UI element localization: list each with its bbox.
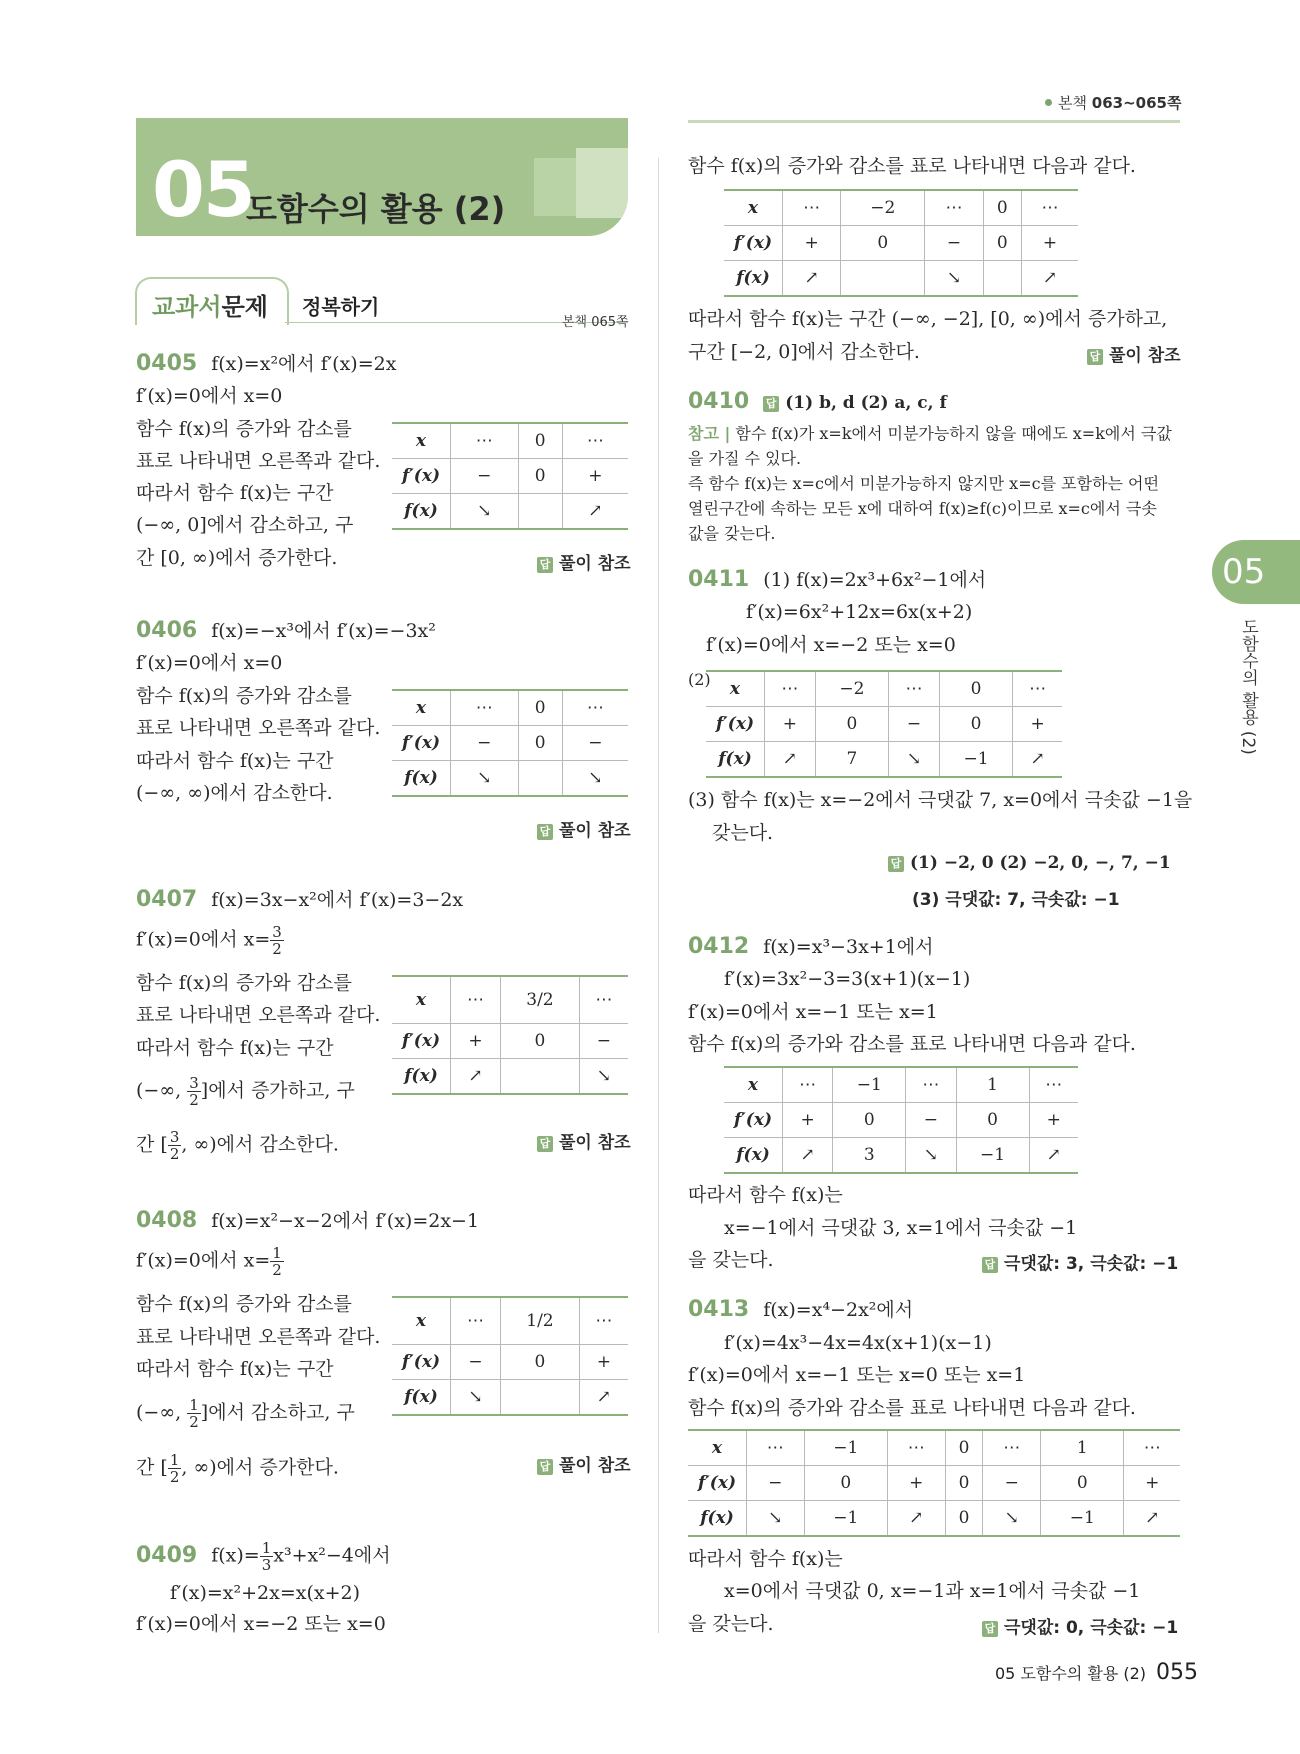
table-cell: f(x): [688, 1501, 747, 1537]
chapter-title: 도함수의 활용 (2): [246, 190, 506, 228]
table-cell: +: [783, 1103, 833, 1138]
note-0410-line3: 즉 함수 f(x)는 x=c에서 미분가능하지 않지만 x=c를 포함하는 어떤: [688, 474, 1159, 493]
table-cell: 0: [1041, 1466, 1124, 1501]
table-cell: x: [724, 190, 783, 226]
table-row: [688, 1466, 1180, 1501]
table-row: [392, 1345, 628, 1380]
table-cell: −: [747, 1466, 805, 1501]
table-cell: ⋯: [1124, 1430, 1180, 1466]
table-cell: 0: [501, 1345, 580, 1380]
table-cell: ↘: [925, 261, 983, 297]
table-cell: ↗: [1013, 742, 1062, 778]
table-cell: x: [392, 1297, 451, 1345]
table-cell: ⋯: [889, 671, 940, 707]
chapter-number: 05: [152, 145, 254, 234]
table-cell: −: [889, 707, 940, 742]
table-cell: 0: [804, 1466, 887, 1501]
table-cell: f(x): [392, 494, 451, 530]
table-cell: ⋯: [562, 690, 628, 726]
side-tab-number: 05: [1222, 552, 1266, 592]
problem-0413-line3: f′(x)=0에서 x=−1 또는 x=0 또는 x=1: [688, 1364, 1026, 1386]
table-cell: f′(x): [688, 1466, 747, 1501]
problem-0409-line1: 0409 f(x)= $\frac{1}{3}$ x³+x²−4에서: [136, 1539, 391, 1574]
answer-0411-line1: 답 (1) −2, 0 (2) −2, 0, −, 7, −1: [888, 853, 1171, 873]
table-cell: ↘: [983, 1501, 1041, 1537]
table-cell: +: [451, 1024, 501, 1059]
table-cell: ↗: [1021, 261, 1078, 297]
table-cell: [983, 261, 1021, 297]
table-cell: f′(x): [724, 1103, 783, 1138]
table-row: [724, 190, 1078, 226]
problem-0412-line2: f′(x)=3x²−3=3(x+1)(x−1): [724, 968, 971, 990]
table-cell: ⋯: [783, 1067, 833, 1103]
problem-0411-line3: f′(x)=0에서 x=−2 또는 x=0: [706, 634, 956, 656]
table-cell: −: [451, 459, 519, 494]
answer-tag-icon: 답: [1087, 349, 1103, 365]
note-0410-line4: 열린구간에 속하는 모든 x에 대하여 f(x)≥f(c)이므로 x=c에서 극솟: [688, 499, 1157, 518]
table-cell: ↗: [562, 494, 628, 530]
problem-0405-line2: f′(x)=0에서 x=0: [136, 385, 283, 407]
answer-tag-icon: 답: [537, 557, 553, 573]
problem-0407-line3: 함수 f(x)의 증가와 감소를: [136, 972, 352, 994]
problem-0412-line6: x=−1에서 극댓값 3, x=1에서 극솟값 −1: [724, 1217, 1078, 1239]
table-cell: ↘: [747, 1501, 805, 1537]
problem-0412-line1: 0412 f(x)=x³−3x+1에서: [688, 934, 934, 959]
table-cell: −: [451, 1345, 501, 1380]
table-cell: 1/2: [501, 1297, 580, 1345]
table-row: [706, 707, 1062, 742]
fraction: $\frac{3}{2}$: [272, 923, 282, 958]
problem-0405-line1: 0405 f(x)=x²에서 f′(x)=2x: [136, 351, 397, 376]
problem-0408-line3: 함수 f(x)의 증가와 감소를: [136, 1293, 352, 1315]
table-cell: 0: [501, 1024, 580, 1059]
problem-0409-line5: 따라서 함수 f(x)는 구간 (−∞, −2], [0, ∞)에서 증가하고,: [688, 308, 1168, 330]
table-cell: f(x): [724, 1138, 783, 1174]
answer-0411-line2: (3) 극댓값: 7, 극솟값: −1: [912, 890, 1120, 910]
table-row: [392, 726, 628, 761]
variation-table-0405: [392, 422, 628, 530]
table-cell: +: [579, 1345, 628, 1380]
answer-0408: 답 풀이 참조: [537, 1451, 631, 1476]
note-0410-line1: 참고 | 함수 f(x)가 x=k에서 미분가능하지 않을 때에도 x=k에서 극값: [688, 424, 1172, 443]
table-cell: f′(x): [392, 726, 451, 761]
problem-0413-line1: 0413 f(x)=x⁴−2x²에서: [688, 1297, 914, 1322]
answer-0407: 답 풀이 참조: [537, 1128, 631, 1153]
note-0410-line5: 값을 갖는다.: [688, 524, 776, 543]
table-cell: +: [1029, 1103, 1078, 1138]
book-page-reference: 본책 063~065쪽: [1045, 92, 1181, 113]
table-cell: ⋯: [451, 690, 519, 726]
table-cell: f(x): [392, 761, 451, 797]
answer-tag-icon: 답: [537, 824, 553, 840]
variation-table-0413: [688, 1429, 1180, 1537]
table-cell: ⋯: [451, 1297, 501, 1345]
table-cell: x: [724, 1067, 783, 1103]
table-cell: ⋯: [451, 423, 519, 459]
table-cell: ⋯: [579, 1297, 628, 1345]
problem-0409-line4: 함수 f(x)의 증가와 감소를 표로 나타내면 다음과 같다.: [688, 155, 1136, 177]
table-cell: 0: [983, 226, 1021, 261]
table-cell: −1: [833, 1067, 906, 1103]
note-0410-line2: 을 가질 수 있다.: [688, 449, 802, 468]
table-cell: ⋯: [888, 1430, 946, 1466]
problem-0408-line2: f′(x)=0에서 x= $\frac{1}{2}$: [136, 1244, 282, 1279]
variation-table-0411: [706, 670, 1062, 778]
problem-0412-line5: 따라서 함수 f(x)는: [688, 1184, 843, 1206]
problem-0405-line6: (−∞, 0]에서 감소하고, 구: [136, 514, 354, 536]
table-cell: f′(x): [706, 707, 765, 742]
table-cell: x: [706, 671, 765, 707]
table-cell: −: [906, 1103, 956, 1138]
table-cell: f′(x): [724, 226, 783, 261]
answer-0413: 답 극댓값: 0, 극솟값: −1: [982, 1613, 1178, 1638]
table-cell: 0: [841, 226, 925, 261]
table-cell: f′(x): [392, 459, 451, 494]
problem-0411-label2: (2): [688, 670, 711, 689]
table-cell: 1: [956, 1067, 1029, 1103]
table-cell: +: [1124, 1466, 1180, 1501]
problem-0408-line5: 따라서 함수 f(x)는 구간: [136, 1358, 334, 1380]
table-row: [724, 1067, 1078, 1103]
table-cell: ↘: [579, 1059, 628, 1095]
problem-0406-line5: 따라서 함수 f(x)는 구간: [136, 750, 334, 772]
problem-number: 0412: [688, 934, 750, 959]
table-cell: 0: [945, 1466, 983, 1501]
table-row: [724, 1138, 1078, 1174]
problem-0408-line6: (−∞, $\frac{1}{2}$ ]에서 감소하고, 구: [136, 1396, 355, 1431]
table-cell: x: [392, 976, 451, 1024]
table-cell: +: [783, 226, 841, 261]
problem-0411-line4: (3) 함수 f(x)는 x=−2에서 극댓값 7, x=0에서 극솟값 −1을: [688, 789, 1193, 811]
table-cell: 0: [518, 726, 562, 761]
table-cell: 3/2: [501, 976, 580, 1024]
table-cell: −1: [939, 742, 1012, 778]
problem-0407-line6: (−∞, $\frac{3}{2}$ ]에서 증가하고, 구: [136, 1074, 355, 1109]
table-cell: 1: [1041, 1430, 1124, 1466]
table-cell: ↘: [889, 742, 940, 778]
table-cell: [501, 1059, 580, 1095]
table-cell: −: [562, 726, 628, 761]
table-cell: ↘: [451, 1380, 501, 1416]
fraction: $\frac{3}{2}$: [189, 1074, 199, 1109]
table-cell: +: [888, 1466, 946, 1501]
table-cell: ⋯: [783, 190, 841, 226]
problem-0407-line4: 표로 나타내면 오른쪽과 같다.: [136, 1004, 381, 1026]
table-cell: ↗: [783, 1138, 833, 1174]
answer-tag-icon: 답: [537, 1136, 553, 1152]
answer-0405: 답 풀이 참조: [537, 549, 631, 574]
table-row: [724, 1103, 1078, 1138]
variation-table-0407: [392, 975, 628, 1095]
table-row: [392, 1024, 628, 1059]
table-cell: ↘: [562, 761, 628, 797]
table-cell: ⋯: [747, 1430, 805, 1466]
table-cell: ↗: [1124, 1501, 1180, 1537]
answer-0409: 답 풀이 참조: [1087, 341, 1181, 366]
top-rule: [688, 120, 1180, 123]
problem-number: 0406: [136, 618, 198, 643]
fraction: $\frac{1}{2}$: [272, 1244, 282, 1279]
fraction: $\frac{1}{2}$: [189, 1396, 199, 1431]
section-subtitle: 정복하기: [302, 295, 380, 319]
problem-number: 0411: [688, 567, 750, 592]
table-cell: ↗: [451, 1059, 501, 1095]
variation-table-0408: [392, 1296, 628, 1416]
table-cell: ⋯: [1029, 1067, 1078, 1103]
table-row: [724, 261, 1078, 297]
table-cell: f(x): [724, 261, 783, 297]
fraction: $\frac{1}{2}$: [169, 1451, 180, 1486]
answer-0406: 답 풀이 참조: [537, 816, 631, 841]
table-cell: ⋯: [579, 976, 628, 1024]
table-cell: ⋯: [765, 671, 816, 707]
table-cell: ⋯: [983, 1430, 1041, 1466]
variation-table-0406: [392, 689, 628, 797]
problem-0407-line7: 간 [ $\frac{3}{2}$ , ∞)에서 감소한다.: [136, 1128, 339, 1163]
table-cell: 0: [518, 423, 562, 459]
table-cell: 0: [833, 1103, 906, 1138]
fraction: $\frac{1}{3}$: [261, 1539, 272, 1574]
table-cell: −: [925, 226, 983, 261]
problem-0406-line6: (−∞, ∞)에서 감소한다.: [136, 782, 333, 804]
table-row: [392, 459, 628, 494]
table-cell: ↘: [906, 1138, 956, 1174]
answer-0412: 답 극댓값: 3, 극솟값: −1: [982, 1249, 1178, 1274]
table-cell: ↗: [579, 1380, 628, 1416]
table-cell: x: [688, 1430, 747, 1466]
problem-0411-line2: f′(x)=6x²+12x=6x(x+2): [746, 601, 973, 623]
table-cell: [841, 261, 925, 297]
table-cell: −1: [804, 1501, 887, 1537]
problem-0409-line6: 구간 [−2, 0]에서 감소한다.: [688, 341, 920, 363]
table-cell: ↘: [451, 494, 519, 530]
table-row: [392, 1380, 628, 1416]
table-cell: −2: [841, 190, 925, 226]
table-row: [392, 976, 628, 1024]
section-page-reference: 본책 065쪽: [562, 315, 629, 330]
table-cell: f′(x): [392, 1024, 451, 1059]
table-cell: 0: [518, 690, 562, 726]
table-cell: ⋯: [562, 423, 628, 459]
problem-number: 0409: [136, 1542, 198, 1568]
problem-0409-line3: f′(x)=0에서 x=−2 또는 x=0: [136, 1613, 386, 1635]
problem-number: 0410: [688, 389, 750, 414]
problem-0413-line7: 을 갖는다.: [688, 1613, 774, 1635]
problem-0410-line1: 0410 답 (1) b, d (2) a, c, f: [688, 389, 947, 414]
table-row: [706, 742, 1062, 778]
problem-number: 0405: [136, 351, 198, 376]
table-cell: x: [392, 690, 451, 726]
table-cell: ↘: [451, 761, 519, 797]
table-cell: x: [392, 423, 451, 459]
table-cell: f′(x): [392, 1345, 451, 1380]
table-cell: −1: [1041, 1501, 1124, 1537]
table-row: [392, 761, 628, 797]
table-cell: 0: [956, 1103, 1029, 1138]
problem-0413-line6: x=0에서 극댓값 0, x=−1과 x=1에서 극솟값 −1: [724, 1580, 1141, 1602]
problem-0412-line7: 을 갖는다.: [688, 1249, 774, 1271]
problem-0406-line1: 0406 f(x)=−x³에서 f′(x)=−3x²: [136, 618, 436, 643]
problem-0406-line2: f′(x)=0에서 x=0: [136, 652, 283, 674]
problem-0407-line5: 따라서 함수 f(x)는 구간: [136, 1037, 334, 1059]
answer-tag-icon: 답: [888, 856, 904, 872]
problem-0411-line5: 갖는다.: [712, 822, 774, 844]
table-cell: 0: [983, 190, 1021, 226]
problem-0407-line2: f′(x)=0에서 x= $\frac{3}{2}$: [136, 923, 282, 958]
problem-0413-line2: f′(x)=4x³−4x=4x(x+1)(x−1): [724, 1332, 992, 1354]
table-cell: +: [765, 707, 816, 742]
problem-0406-line4: 표로 나타내면 오른쪽과 같다.: [136, 717, 381, 739]
table-row: [392, 690, 628, 726]
banner-decoration: [576, 148, 628, 218]
table-cell: [518, 494, 562, 530]
table-row: [688, 1501, 1180, 1537]
table-cell: 0: [815, 707, 888, 742]
table-cell: 0: [939, 671, 1012, 707]
table-cell: +: [1021, 226, 1078, 261]
problem-number: 0413: [688, 1297, 750, 1322]
table-cell: ↗: [765, 742, 816, 778]
variation-table-0409: [724, 189, 1078, 297]
problem-0413-line5: 따라서 함수 f(x)는: [688, 1548, 843, 1570]
problem-0405-line3: 함수 f(x)의 증가와 감소를: [136, 418, 352, 440]
table-row: [706, 671, 1062, 707]
table-cell: 0: [939, 707, 1012, 742]
problem-0405-line4: 표로 나타내면 오른쪽과 같다.: [136, 450, 381, 472]
table-cell: ⋯: [1021, 190, 1078, 226]
problem-number: 0407: [136, 887, 198, 912]
table-cell: ⋯: [1013, 671, 1062, 707]
table-cell: ↗: [783, 261, 841, 297]
problem-0411-line1: 0411 (1) f(x)=2x³+6x²−1에서: [688, 567, 987, 592]
table-cell: 0: [945, 1430, 983, 1466]
problem-0412-line4: 함수 f(x)의 증가와 감소를 표로 나타내면 다음과 같다.: [688, 1033, 1136, 1055]
column-divider: [658, 158, 659, 1633]
table-cell: −1: [804, 1430, 887, 1466]
table-cell: −2: [815, 671, 888, 707]
problem-0408-line1: 0408 f(x)=x²−x−2에서 f′(x)=2x−1: [136, 1208, 480, 1233]
problem-0408-line4: 표로 나타내면 오른쪽과 같다.: [136, 1326, 381, 1348]
bullet-icon: [1045, 99, 1052, 106]
fraction: $\frac{3}{2}$: [169, 1128, 180, 1163]
answer-tag-icon: 답: [982, 1621, 998, 1637]
page-footer: 05 도함수의 활용 (2) 055: [995, 1660, 1199, 1685]
table-cell: ↗: [1029, 1138, 1078, 1174]
table-row: [688, 1430, 1180, 1466]
table-cell: 3: [833, 1138, 906, 1174]
table-cell: +: [1013, 707, 1062, 742]
table-cell: ↗: [888, 1501, 946, 1537]
problem-0407-line1: 0407 f(x)=3x−x²에서 f′(x)=3−2x: [136, 887, 464, 912]
table-cell: −1: [956, 1138, 1029, 1174]
answer-tag-icon: 답: [763, 396, 779, 412]
table-row: [392, 1297, 628, 1345]
page-number: 055: [1156, 1660, 1199, 1685]
table-row: [392, 494, 628, 530]
problem-0405-line7: 간 [0, ∞)에서 증가한다.: [136, 547, 338, 569]
table-cell: f(x): [392, 1059, 451, 1095]
problem-0412-line3: f′(x)=0에서 x=−1 또는 x=1: [688, 1001, 938, 1023]
table-row: [724, 226, 1078, 261]
table-cell: 7: [815, 742, 888, 778]
section-title: 교과서문제: [152, 293, 268, 321]
table-cell: ⋯: [451, 976, 501, 1024]
table-row: [392, 423, 628, 459]
problem-0406-line3: 함수 f(x)의 증가와 감소를: [136, 685, 352, 707]
table-cell: ⋯: [925, 190, 983, 226]
problem-0405-line5: 따라서 함수 f(x)는 구간: [136, 482, 334, 504]
table-cell: [518, 761, 562, 797]
table-cell: f(x): [706, 742, 765, 778]
answer-tag-icon: 답: [982, 1257, 998, 1273]
problem-0409-line2: f′(x)=x²+2x=x(x+2): [170, 1582, 361, 1604]
variation-table-0412: [724, 1066, 1078, 1174]
answer-tag-icon: 답: [537, 1459, 553, 1475]
table-cell: −: [451, 726, 519, 761]
table-cell: −: [983, 1466, 1041, 1501]
table-cell: +: [562, 459, 628, 494]
table-cell: 0: [518, 459, 562, 494]
problem-0408-line7: 간 [ $\frac{1}{2}$ , ∞)에서 증가한다.: [136, 1451, 339, 1486]
table-row: [392, 1059, 628, 1095]
table-cell: [501, 1380, 580, 1416]
table-cell: −: [579, 1024, 628, 1059]
problem-0413-line4: 함수 f(x)의 증가와 감소를 표로 나타내면 다음과 같다.: [688, 1397, 1136, 1419]
side-tab-text: 도함수의 활용 (2): [1238, 618, 1258, 755]
table-cell: 0: [945, 1501, 983, 1537]
table-cell: f(x): [392, 1380, 451, 1416]
table-cell: ⋯: [906, 1067, 956, 1103]
problem-number: 0408: [136, 1208, 198, 1233]
